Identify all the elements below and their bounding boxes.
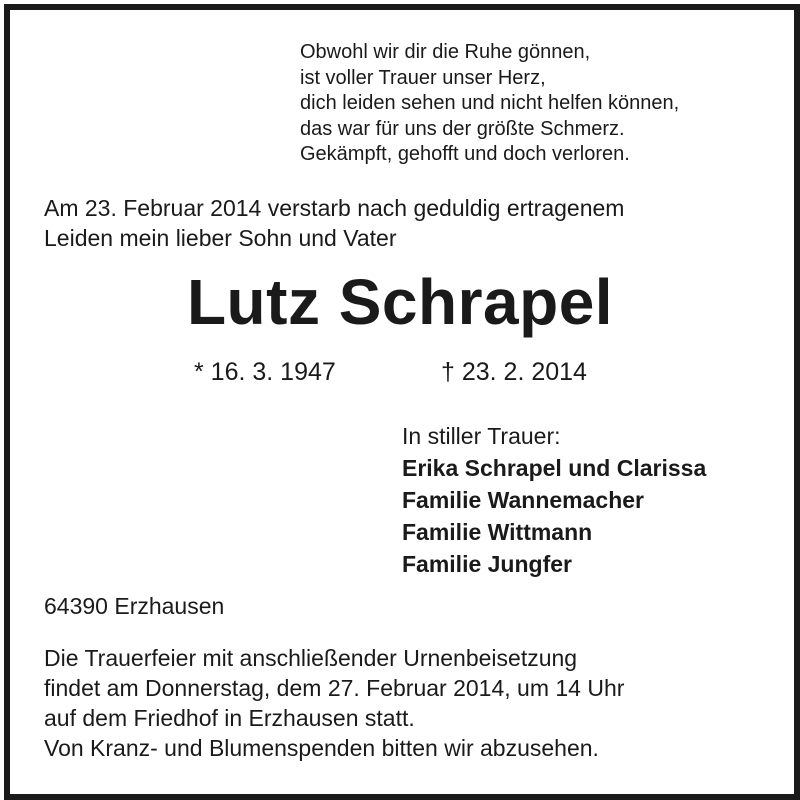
poem-line: dich leiden sehen und nicht helfen können,	[300, 92, 680, 114]
mourners-block	[402, 420, 706, 580]
death-date: † 23. 2. 2014	[441, 358, 587, 386]
mourner-name: Familie Wannemacher	[402, 487, 645, 513]
funeral-notice-line: Die Trauerfeier mit anschließender Urnenbeisetzung	[44, 645, 578, 671]
poem-line: Gekämpft, gehofft und doch verloren.	[300, 143, 630, 165]
poem-line: Obwohl wir dir die Ruhe gönnen,	[300, 41, 591, 63]
funeral-notice-line: findet am Donnerstag, dem 27. Februar 2014, um 14 Uhr	[44, 675, 625, 701]
mourner-name: Familie Jungfer	[402, 551, 572, 577]
memorial-poem	[300, 40, 679, 168]
announcement-line: Leiden mein lieber Sohn und Vater	[44, 225, 397, 251]
funeral-notice-line: Von Kranz- und Blumenspenden bitten wir abzusehen.	[44, 735, 599, 761]
funeral-notice	[44, 643, 624, 763]
poem-line: das war für uns der größte Schmerz.	[300, 117, 625, 140]
poem-line: ist voller Trauer unser Herz,	[300, 66, 546, 89]
place-line: 64390 Erzhausen	[44, 593, 225, 619]
death-announcement	[44, 193, 624, 253]
deceased-name: Lutz Schrapel	[186, 266, 614, 338]
announcement-line: Am 23. Februar 2014 verstarb nach geduldig ertragenem	[44, 195, 625, 221]
mourner-name: Familie Wittmann	[402, 519, 593, 545]
birth-date: * 16. 3. 1947	[194, 358, 336, 386]
mourner-name: Erika Schrapel und Clarissa	[402, 455, 707, 481]
funeral-notice-line: auf dem Friedhof in Erzhausen statt.	[44, 705, 415, 731]
mourners-label: In stiller Trauer:	[402, 423, 561, 449]
